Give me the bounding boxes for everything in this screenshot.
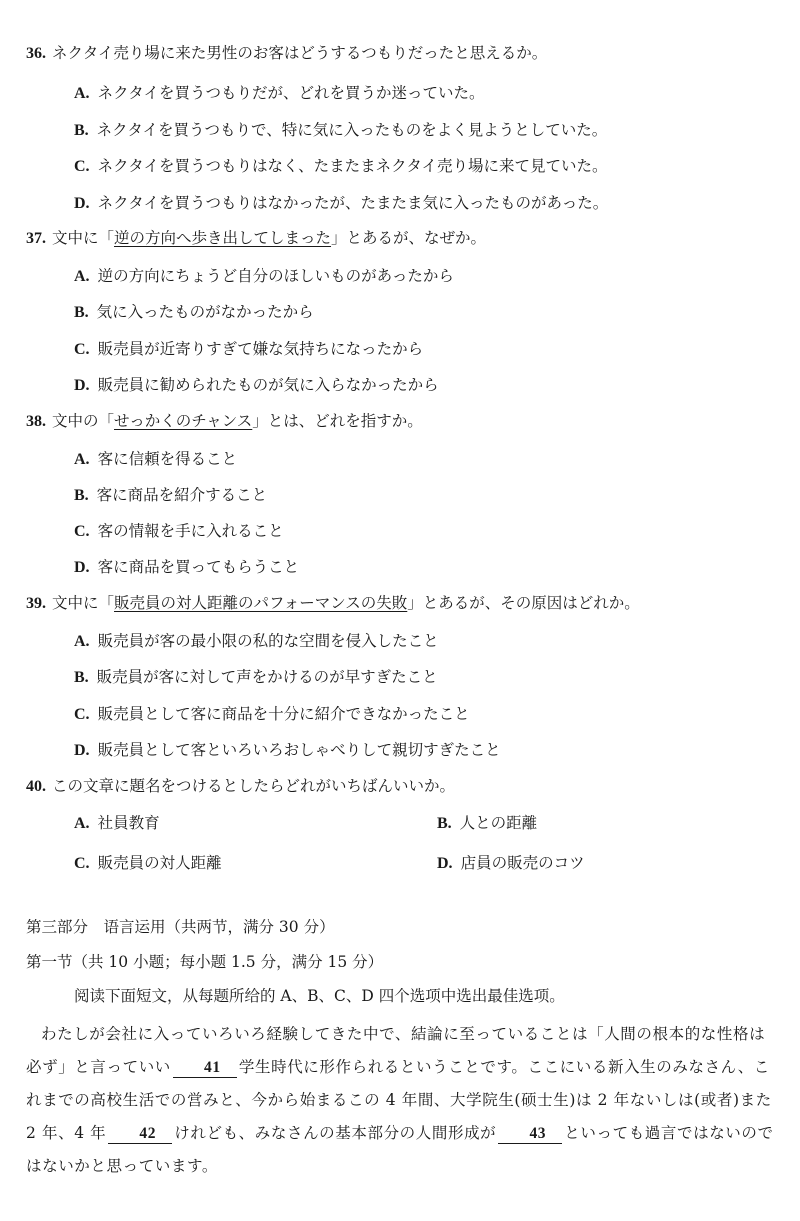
- option-letter: A.: [74, 451, 90, 468]
- instruction-text: 阅读下面短文，从每题所给的 A、B、C、D 四个选项中选出最佳选项。: [74, 987, 565, 1005]
- question-text-prefix: 文中に「: [52, 229, 115, 247]
- option-38-c: [74, 521, 284, 542]
- blank-41: 41: [173, 1059, 237, 1078]
- option-letter: C.: [74, 855, 90, 872]
- option-text: 客に信頼を得ること: [97, 450, 238, 468]
- question-number: 38.: [26, 413, 46, 430]
- option-text: 販売員が客の最小限の私的な空間を侵入したこと: [97, 632, 439, 650]
- question-number: 39.: [26, 595, 46, 612]
- underlined-quote: せっかくのチャンス: [114, 412, 253, 430]
- subsection-title: 第一节（共 10 小题；每小题 1.5 分，满分 15 分）: [26, 953, 384, 971]
- option-38-d: [74, 557, 299, 578]
- option-text: 店員の販売のコツ: [460, 854, 585, 872]
- option-39-b: [74, 667, 438, 688]
- option-36-b: [74, 120, 607, 141]
- question-40: [26, 776, 455, 797]
- option-letter: C.: [74, 341, 90, 358]
- option-text: 販売員として客に商品を十分に紹介できなかったこと: [97, 705, 470, 723]
- option-36-d: [74, 193, 608, 214]
- option-40-b: [437, 813, 537, 834]
- option-text: 客に商品を紹介すること: [96, 486, 268, 504]
- option-text: 気に入ったものがなかったから: [96, 303, 314, 321]
- option-text: ネクタイを買うつもりで、特に気に入ったものをよく見ようとしていた。: [96, 121, 608, 139]
- passage-text: 学生時代に形作られるということです。ここにいる新入生のみなさん、これまでの高校生活での営みと、今から始まるこの 4 年間、大学院生(硕士生)は 2 年ないしは(或者)また 2 年、4 年: [26, 1058, 772, 1142]
- option-39-d: [74, 740, 501, 761]
- option-text: 販売員が近寄りすぎて嫌な気持ちになったから: [97, 340, 424, 358]
- option-39-a: [74, 631, 439, 652]
- option-text: 客に商品を買ってもらうこと: [97, 558, 300, 576]
- option-letter: D.: [437, 855, 453, 872]
- option-text: ネクタイを買うつもりだが、どれを買うか迷っていた。: [97, 84, 485, 102]
- question-text-suffix: 」とあるが、その原因はどれか。: [407, 594, 640, 612]
- option-40-d: [437, 853, 585, 874]
- option-36-a: [74, 83, 484, 104]
- option-letter: C.: [74, 158, 90, 175]
- option-letter: A.: [74, 268, 90, 285]
- option-39-c: [74, 704, 470, 725]
- option-text: 販売員として客といろいろおしゃべりして親切すぎたこと: [97, 741, 501, 759]
- option-38-a: [74, 449, 237, 470]
- option-text: ネクタイを買うつもりはなく、たまたまネクタイ売り場に来て見ていた。: [97, 157, 608, 175]
- blank-43: 43: [498, 1125, 562, 1144]
- option-letter: B.: [74, 122, 89, 139]
- question-text: ネクタイ売り場に来た男性のお客はどうするつもりだったと思えるか。: [52, 44, 548, 62]
- option-letter: B.: [437, 815, 452, 832]
- option-letter: B.: [74, 304, 89, 321]
- option-text: 販売員の対人距離: [97, 854, 222, 872]
- blank-42: 42: [108, 1125, 172, 1144]
- option-40-c: [74, 853, 222, 874]
- option-letter: D.: [74, 742, 90, 759]
- option-37-d: [74, 375, 439, 396]
- cloze-passage: [26, 1018, 778, 1183]
- option-text: 人との距離: [459, 814, 538, 832]
- option-text: 販売員に勧められたものが気に入らなかったから: [97, 376, 439, 394]
- option-40-a: [74, 813, 160, 834]
- option-letter: A.: [74, 633, 90, 650]
- option-38-b: [74, 485, 267, 506]
- passage-text: けれども、みなさんの基本部分の人間形成が: [174, 1124, 497, 1142]
- option-37-c: [74, 339, 423, 360]
- option-letter: B.: [74, 487, 89, 504]
- question-number: 40.: [26, 778, 46, 795]
- question-text-prefix: 文中に「: [52, 594, 115, 612]
- underlined-quote: 逆の方向へ歩き出してしまった: [114, 229, 332, 247]
- underlined-quote: 販売員の対人距離のパフォーマンスの失敗: [114, 594, 408, 612]
- option-text: 販売員が客に対して声をかけるのが早すぎたこと: [96, 668, 438, 686]
- option-text: ネクタイを買うつもりはなかったが、たまたま気に入ったものがあった。: [97, 194, 609, 212]
- option-letter: B.: [74, 669, 89, 686]
- option-37-a: [74, 266, 454, 287]
- question-36: [26, 43, 547, 64]
- passage-text: といっても過言ではないのではないかと思っています。: [26, 1124, 774, 1175]
- option-37-b: [74, 302, 314, 323]
- option-letter: A.: [74, 85, 90, 102]
- option-letter: D.: [74, 377, 90, 394]
- option-36-c: [74, 156, 608, 177]
- passage-text: わたしが会社に入っていろいろ経験してきた中で、結論に至っていることは「人間の根本的な性格は必ず」と言っていい: [26, 1025, 766, 1076]
- option-letter: A.: [74, 815, 90, 832]
- question-37: [26, 228, 486, 249]
- question-number: 36.: [26, 45, 46, 62]
- question-39: [26, 593, 640, 614]
- option-text: 客の情報を手に入れること: [97, 522, 284, 540]
- option-text: 逆の方向にちょうど自分のほしいものがあったから: [97, 267, 454, 285]
- question-text-suffix: 」とは、どれを指すか。: [252, 412, 423, 430]
- option-letter: D.: [74, 559, 90, 576]
- question-text: この文章に題名をつけるとしたらどれがいちばんいいか。: [52, 777, 456, 795]
- option-letter: C.: [74, 523, 90, 540]
- question-text-suffix: 」とあるが、なぜか。: [331, 229, 487, 247]
- option-letter: C.: [74, 706, 90, 723]
- question-text-prefix: 文中の「: [52, 412, 115, 430]
- part-title: 第三部分 语言运用（共两节，满分 30 分）: [26, 918, 335, 936]
- question-38: [26, 411, 423, 432]
- question-number: 37.: [26, 230, 46, 247]
- option-text: 社員教育: [97, 814, 160, 832]
- option-letter: D.: [74, 195, 90, 212]
